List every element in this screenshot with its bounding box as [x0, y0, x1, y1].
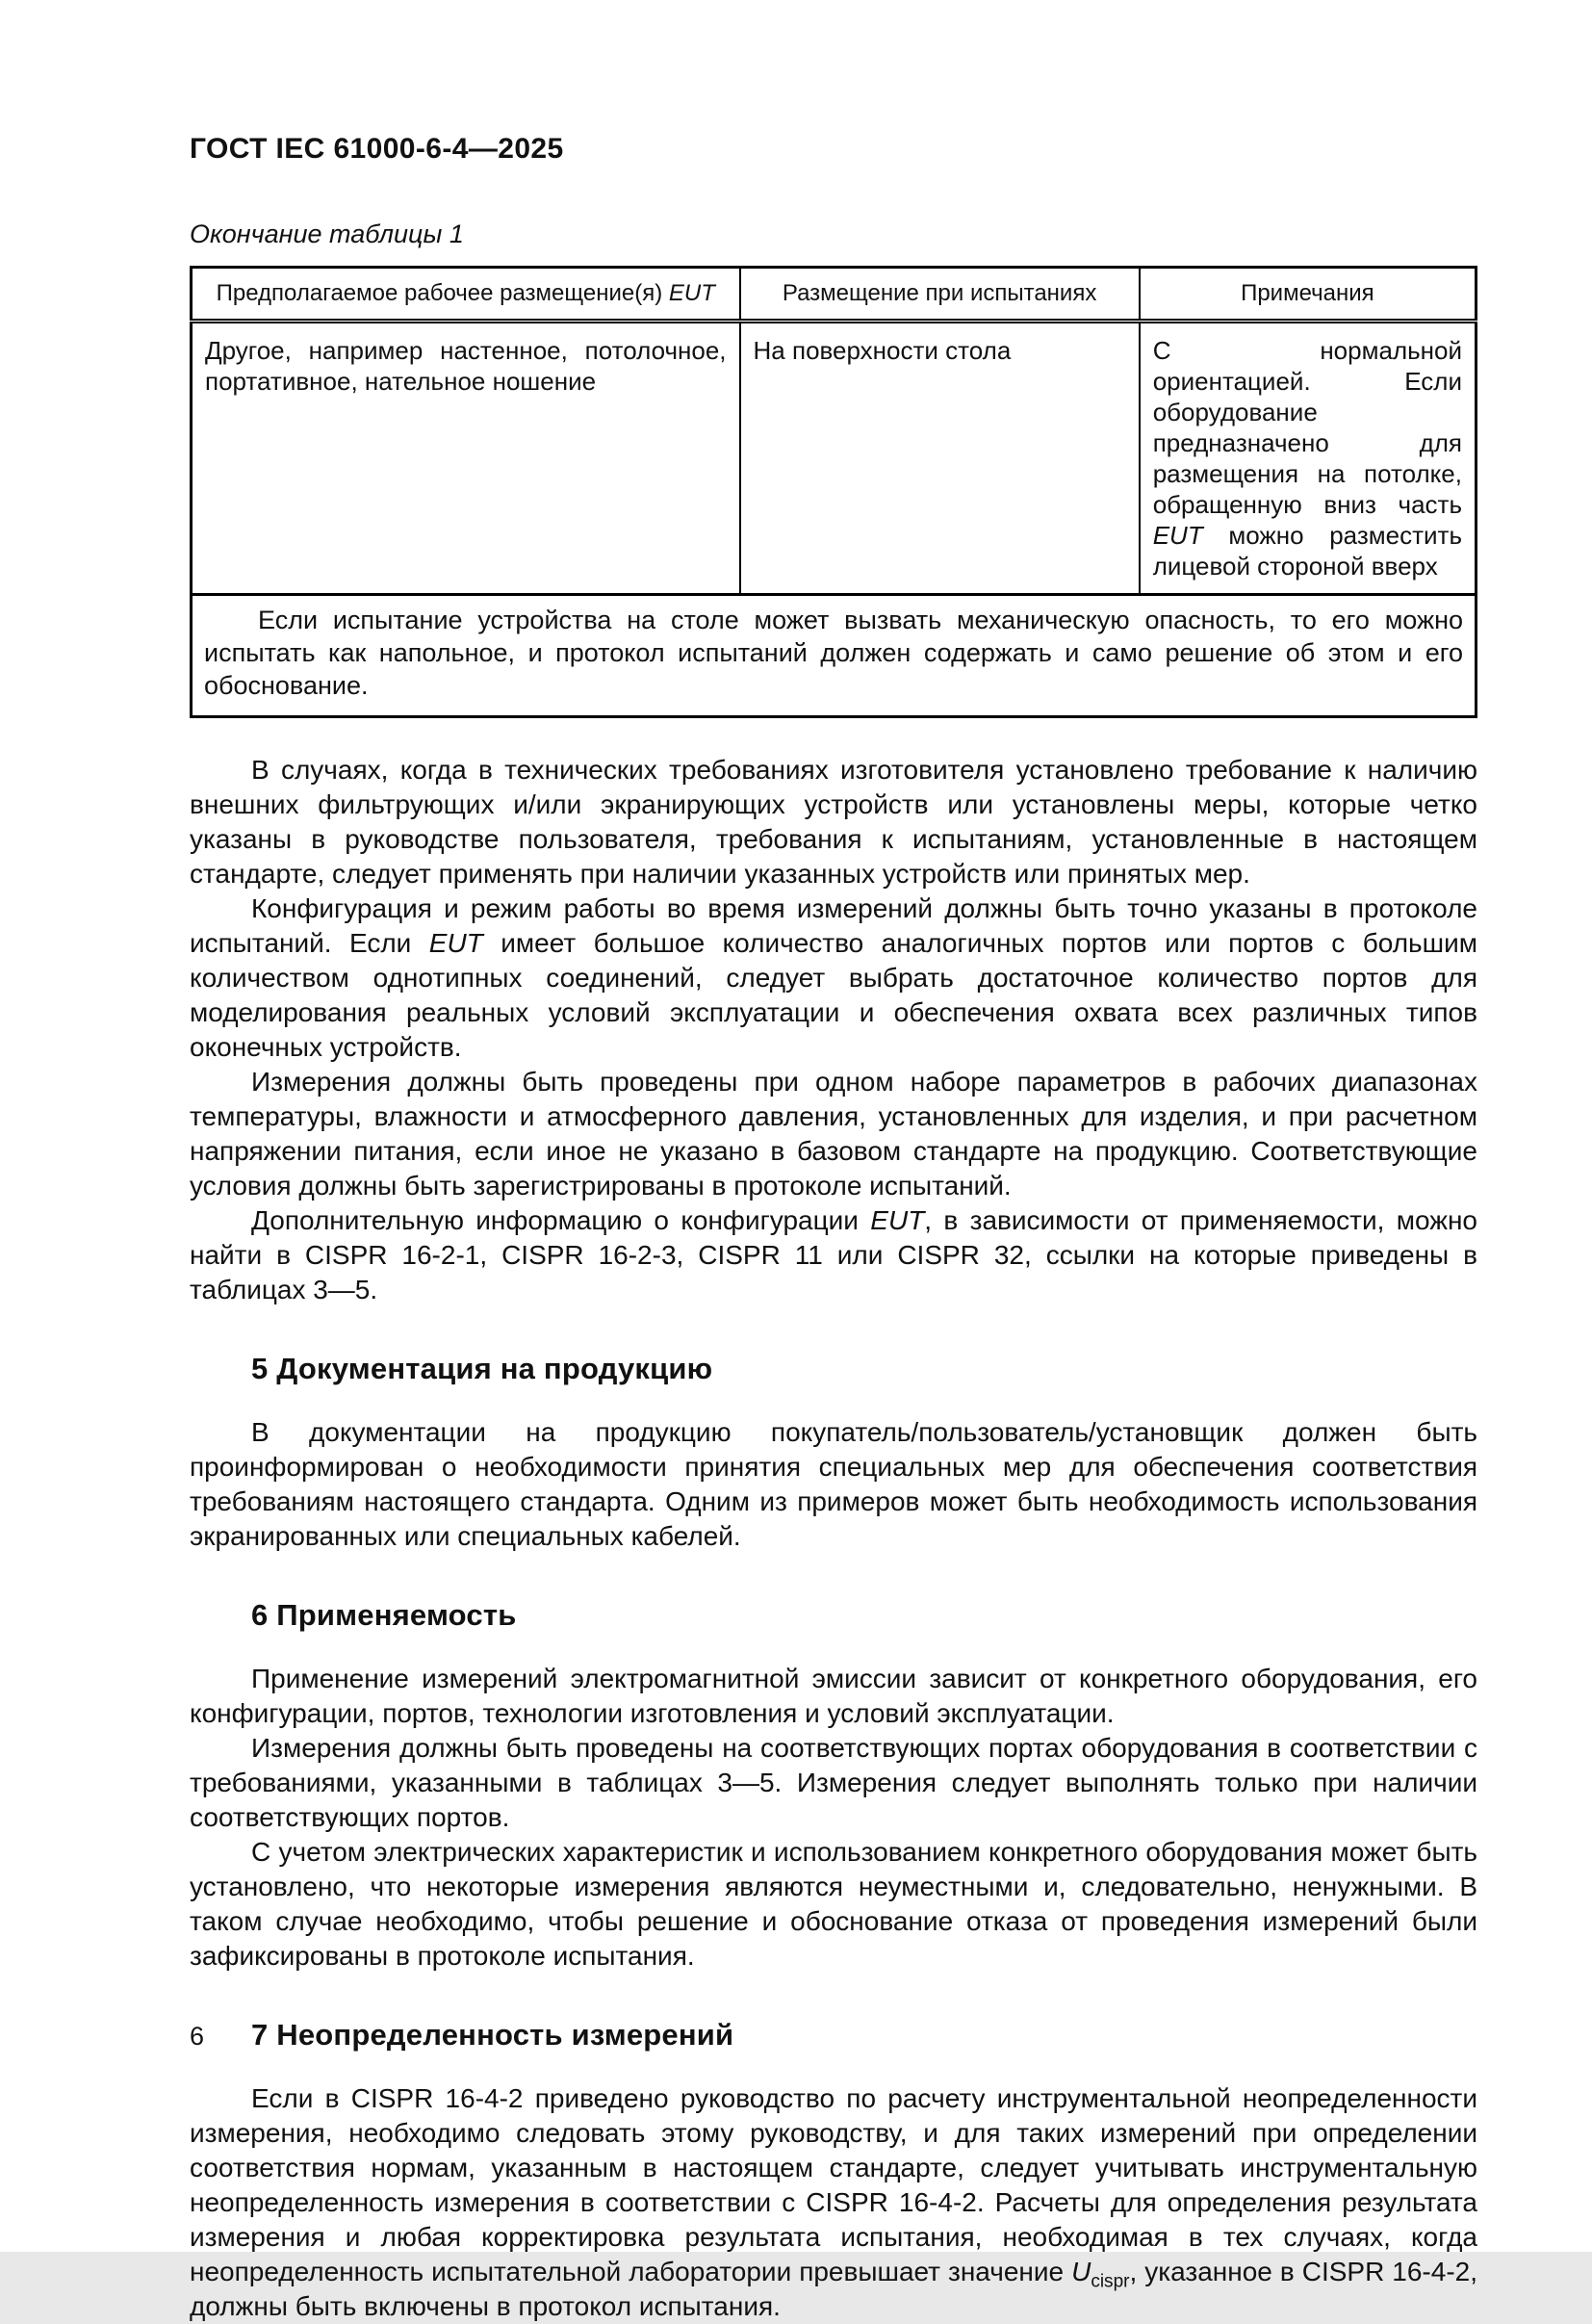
body-text: [190, 753, 1477, 2324]
table-row: [192, 322, 1476, 595]
column-header-notes: Примечания: [1140, 268, 1476, 322]
section-heading-5: 5 Документация на продукцию: [251, 1352, 713, 1385]
cell-intended-placement: Другое, например настенное, потолочное, портативное, нательное ношение: [192, 322, 740, 595]
table-footnote-row: [192, 595, 1476, 717]
paragraph: Измерения должны быть проведены на соответствующих портах оборудования в соответствии с требованиями, указанными в таблицах 3—5. Измерения следует выполнять только при наличии соответствующих портов.: [190, 1733, 1477, 1832]
table-1: [190, 266, 1477, 718]
paragraph: Дополнительную информацию о конфигурации EUT, в зависимости от применяемости, можно найти в CISPR 16-2-1, CISPR 16-2-3, CISPR 11 или CISPR 32, ссылки на которые приведены в таблицах 3—5.: [190, 1205, 1477, 1304]
paragraph: Измерения должны быть проведены при одном наборе параметров в рабочих диапазонах температуры, влажности и атмосферного давления, установленных для изделия, и при расчетном напряжении питания, если иное не указано в базовом стандарте на продукцию. Соответствующие условия должны быть зарегистрированы в протоколе испытаний.: [190, 1067, 1477, 1201]
paragraph: В случаях, когда в технических требованиях изготовителя установлено требование к наличию внешних фильтрующих и/или экранирующих устройств или установлены меры, которые четко указаны в руководстве пользователя, требования к испытаниям, установленные в настоящем стандарте, следует применять при наличии указанных устройств или принятых мер.: [190, 755, 1477, 889]
doc-number-header: ГОСТ IEC 61000-6-4—2025: [190, 133, 564, 165]
paragraph: Если в CISPR 16-4-2 приведено руководство по расчету инструментальной неопределенности измерения, необходимо следовать этому руководству, и для таких измерений при определении соответствия нормам, указанным в настоящем стандарте, следует учитывать инструментальную неопределенность измерения в соответствии с CISPR 16-4-2. Расчеты для определения результата измерения и любая корректировка результата испытания, необходимая в тех случаях, когда неопределенность испытательной лаборатории превышает значение $U_{cispr}$, указанное в CISPR 16-4-2, должны быть включены в протокол испытания.: [190, 2083, 1477, 2321]
table-continuation-caption: Окончание таблицы 1: [190, 219, 464, 248]
section-heading-7: 7 Неопределенность измерений: [251, 2018, 734, 2052]
paragraph: Применение измерений электромагнитной эмиссии зависит от конкретного оборудования, его конфигурации, портов, технологии изготовления и условий эксплуатации.: [190, 1664, 1477, 1728]
page-number: 6: [190, 2022, 205, 2051]
table-header-row: [192, 268, 1476, 322]
table-footnote: Если испытание устройства на столе может вызвать механическую опасность, то его можно испытать как напольное, и протокол испытаний должен содержать и само решение об этом и его обоснование.: [192, 595, 1476, 717]
column-header-intended-placement: Предполагаемое рабочее размещение(я) EUT: [192, 268, 740, 322]
paragraph: С учетом электрических характеристик и использованием конкретного оборудования может быть установлено, что некоторые измерения являются неуместными и, следовательно, ненужными. В таком случае необходимо, чтобы решение и обоснование отказа от проведения измерений были зафиксированы в протоколе испытания.: [190, 1837, 1477, 1971]
paragraph: В документации на продукцию покупатель/пользователь/установщик должен быть проинформирован о необходимости принятия специальных мер для обеспечения соответствия требованиям настоящего стандарта. Одним из примеров может быть необходимость использования экранированных или специальных кабелей.: [190, 1417, 1477, 1551]
paragraph: Конфигурация и режим работы во время измерений должны быть точно указаны в протоколе испытаний. Если EUT имеет большое количество аналогичных портов или портов с большим количеством однотипных соединений, следует выбрать достаточное количество портов для моделирования реальных условий эксплуатации и обеспечения охвата всех различных типов оконечных устройств.: [190, 893, 1477, 1062]
cell-test-placement: На поверхности стола: [740, 322, 1140, 595]
section-heading-6: 6 Применяемость: [251, 1598, 517, 1632]
column-header-test-placement: Размещение при испытаниях: [740, 268, 1140, 322]
cell-notes: С нормальной ориентацией. Если оборудование предназначено для размещения на потолке, обращенную вниз часть EUT можно разместить лицевой стороной вверх: [1140, 322, 1476, 595]
